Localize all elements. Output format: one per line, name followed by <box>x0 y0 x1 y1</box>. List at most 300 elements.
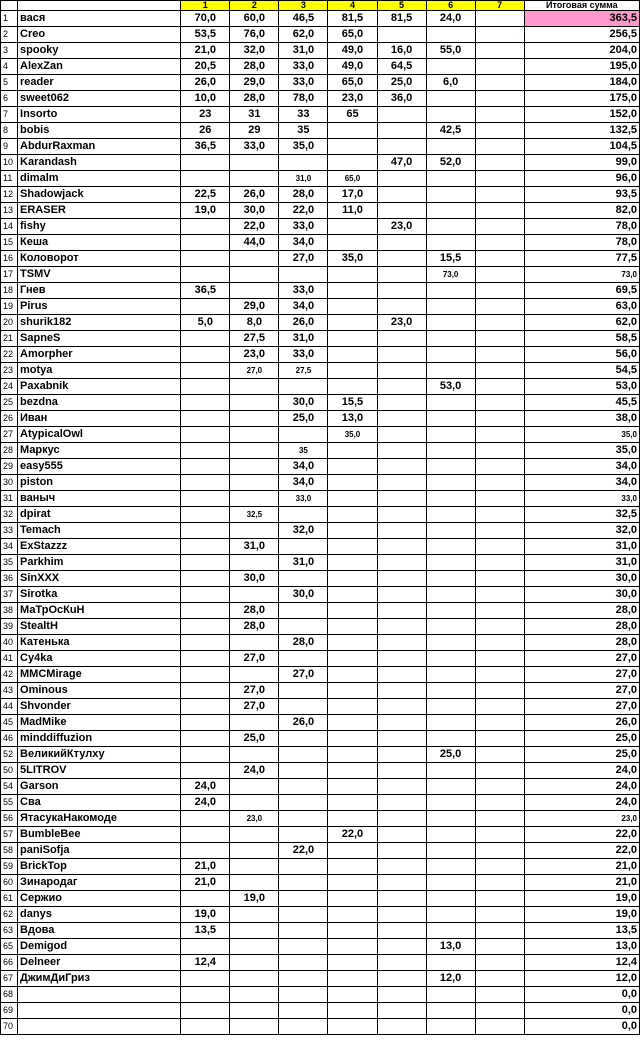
total-sum-cell[interactable]: 152,0 <box>524 107 639 123</box>
total-sum-cell[interactable]: 82,0 <box>524 203 639 219</box>
round-5-cell[interactable] <box>377 139 426 155</box>
round-6-cell[interactable] <box>426 331 475 347</box>
round-6-cell[interactable] <box>426 763 475 779</box>
round-3-cell[interactable] <box>279 1019 328 1035</box>
round-2-cell[interactable] <box>230 971 279 987</box>
round-7-cell[interactable] <box>475 859 524 875</box>
player-name-cell[interactable]: Temach <box>18 523 181 539</box>
round-1-cell[interactable] <box>181 427 230 443</box>
player-name-cell[interactable]: ваныч <box>18 491 181 507</box>
round-5-cell[interactable] <box>377 395 426 411</box>
round-6-cell[interactable] <box>426 1019 475 1035</box>
round-1-cell[interactable] <box>181 571 230 587</box>
round-5-cell[interactable] <box>377 267 426 283</box>
round-3-cell[interactable]: 33,0 <box>279 59 328 75</box>
round-2-cell[interactable] <box>230 667 279 683</box>
round-7-cell[interactable] <box>475 139 524 155</box>
header-round-6[interactable]: 6 <box>426 1 475 11</box>
row-number-cell[interactable]: 17 <box>1 267 18 283</box>
total-sum-cell[interactable]: 256,5 <box>524 27 639 43</box>
round-1-cell[interactable] <box>181 1019 230 1035</box>
round-4-cell[interactable] <box>328 747 377 763</box>
row-number-cell[interactable]: 29 <box>1 459 18 475</box>
player-name-cell[interactable]: Катенька <box>18 635 181 651</box>
row-number-cell[interactable]: 12 <box>1 187 18 203</box>
row-number-cell[interactable]: 5 <box>1 75 18 91</box>
total-sum-cell[interactable]: 24,0 <box>524 763 639 779</box>
round-2-cell[interactable] <box>230 939 279 955</box>
round-4-cell[interactable]: 65,0 <box>328 27 377 43</box>
round-1-cell[interactable] <box>181 299 230 315</box>
round-3-cell[interactable] <box>279 379 328 395</box>
round-3-cell[interactable]: 33 <box>279 107 328 123</box>
row-number-cell[interactable]: 9 <box>1 139 18 155</box>
round-6-cell[interactable] <box>426 859 475 875</box>
round-1-cell[interactable]: 24,0 <box>181 795 230 811</box>
round-4-cell[interactable] <box>328 587 377 603</box>
round-2-cell[interactable]: 27,0 <box>230 363 279 379</box>
round-4-cell[interactable] <box>328 1003 377 1019</box>
row-number-cell[interactable]: 24 <box>1 379 18 395</box>
player-name-cell[interactable]: MMCMirage <box>18 667 181 683</box>
round-4-cell[interactable] <box>328 1019 377 1035</box>
round-1-cell[interactable]: 20,5 <box>181 59 230 75</box>
round-7-cell[interactable] <box>475 171 524 187</box>
round-4-cell[interactable] <box>328 315 377 331</box>
round-2-cell[interactable]: 28,0 <box>230 91 279 107</box>
total-sum-cell[interactable]: 73,0 <box>524 267 639 283</box>
round-5-cell[interactable] <box>377 987 426 1003</box>
round-1-cell[interactable]: 36,5 <box>181 139 230 155</box>
round-6-cell[interactable]: 55,0 <box>426 43 475 59</box>
round-4-cell[interactable] <box>328 523 377 539</box>
row-number-cell[interactable]: 30 <box>1 475 18 491</box>
round-2-cell[interactable]: 28,0 <box>230 59 279 75</box>
round-3-cell[interactable]: 34,0 <box>279 475 328 491</box>
round-2-cell[interactable] <box>230 923 279 939</box>
round-6-cell[interactable] <box>426 795 475 811</box>
round-4-cell[interactable]: 49,0 <box>328 59 377 75</box>
round-5-cell[interactable] <box>377 795 426 811</box>
round-2-cell[interactable]: 25,0 <box>230 731 279 747</box>
round-4-cell[interactable] <box>328 603 377 619</box>
player-name-cell[interactable]: Вдова <box>18 923 181 939</box>
total-sum-cell[interactable]: 38,0 <box>524 411 639 427</box>
round-7-cell[interactable] <box>475 715 524 731</box>
round-6-cell[interactable] <box>426 843 475 859</box>
round-6-cell[interactable] <box>426 219 475 235</box>
round-2-cell[interactable]: 26,0 <box>230 187 279 203</box>
round-1-cell[interactable]: 19,0 <box>181 907 230 923</box>
round-1-cell[interactable] <box>181 523 230 539</box>
round-3-cell[interactable] <box>279 571 328 587</box>
player-name-cell[interactable]: BumbleBee <box>18 827 181 843</box>
player-name-cell[interactable]: ДжимДиГриз <box>18 971 181 987</box>
round-2-cell[interactable]: 31,0 <box>230 539 279 555</box>
round-5-cell[interactable]: 25,0 <box>377 75 426 91</box>
round-6-cell[interactable] <box>426 955 475 971</box>
round-3-cell[interactable]: 33,0 <box>279 283 328 299</box>
round-2-cell[interactable]: 24,0 <box>230 763 279 779</box>
round-7-cell[interactable] <box>475 427 524 443</box>
round-7-cell[interactable] <box>475 651 524 667</box>
player-name-cell[interactable]: Insorto <box>18 107 181 123</box>
row-number-cell[interactable]: 46 <box>1 731 18 747</box>
round-3-cell[interactable] <box>279 155 328 171</box>
round-1-cell[interactable]: 21,0 <box>181 43 230 59</box>
round-7-cell[interactable] <box>475 875 524 891</box>
round-5-cell[interactable] <box>377 171 426 187</box>
round-6-cell[interactable] <box>426 59 475 75</box>
round-2-cell[interactable] <box>230 411 279 427</box>
row-number-cell[interactable]: 60 <box>1 875 18 891</box>
round-6-cell[interactable] <box>426 555 475 571</box>
round-1-cell[interactable] <box>181 219 230 235</box>
round-4-cell[interactable] <box>328 987 377 1003</box>
header-round-1[interactable]: 1 <box>181 1 230 11</box>
round-3-cell[interactable]: 35 <box>279 123 328 139</box>
round-7-cell[interactable] <box>475 907 524 923</box>
player-name-cell[interactable]: Creo <box>18 27 181 43</box>
round-3-cell[interactable]: 35,0 <box>279 139 328 155</box>
row-number-cell[interactable]: 6 <box>1 91 18 107</box>
player-name-cell[interactable]: Karandash <box>18 155 181 171</box>
round-6-cell[interactable] <box>426 539 475 555</box>
row-number-cell[interactable]: 28 <box>1 443 18 459</box>
round-4-cell[interactable]: 49,0 <box>328 43 377 59</box>
player-name-cell[interactable]: Ominous <box>18 683 181 699</box>
round-6-cell[interactable] <box>426 411 475 427</box>
round-7-cell[interactable] <box>475 571 524 587</box>
round-5-cell[interactable] <box>377 779 426 795</box>
round-4-cell[interactable] <box>328 555 377 571</box>
round-6-cell[interactable] <box>426 27 475 43</box>
round-1-cell[interactable] <box>181 555 230 571</box>
total-sum-cell[interactable]: 69,5 <box>524 283 639 299</box>
round-1-cell[interactable]: 24,0 <box>181 779 230 795</box>
round-2-cell[interactable] <box>230 875 279 891</box>
row-number-cell[interactable]: 16 <box>1 251 18 267</box>
round-1-cell[interactable] <box>181 811 230 827</box>
round-6-cell[interactable] <box>426 891 475 907</box>
row-number-cell[interactable]: 36 <box>1 571 18 587</box>
round-4-cell[interactable] <box>328 475 377 491</box>
round-6-cell[interactable] <box>426 619 475 635</box>
round-5-cell[interactable] <box>377 667 426 683</box>
round-1-cell[interactable] <box>181 539 230 555</box>
round-1-cell[interactable]: 19,0 <box>181 203 230 219</box>
round-5-cell[interactable] <box>377 923 426 939</box>
round-7-cell[interactable] <box>475 731 524 747</box>
round-5-cell[interactable] <box>377 123 426 139</box>
total-sum-cell[interactable]: 31,0 <box>524 539 639 555</box>
round-6-cell[interactable]: 24,0 <box>426 11 475 27</box>
row-number-cell[interactable]: 21 <box>1 331 18 347</box>
round-5-cell[interactable] <box>377 619 426 635</box>
row-number-cell[interactable]: 65 <box>1 939 18 955</box>
round-7-cell[interactable] <box>475 187 524 203</box>
round-5-cell[interactable] <box>377 555 426 571</box>
round-4-cell[interactable] <box>328 955 377 971</box>
round-2-cell[interactable] <box>230 171 279 187</box>
round-6-cell[interactable]: 42,5 <box>426 123 475 139</box>
total-sum-cell[interactable]: 23,0 <box>524 811 639 827</box>
round-3-cell[interactable]: 33,0 <box>279 347 328 363</box>
total-sum-cell[interactable]: 53,0 <box>524 379 639 395</box>
round-7-cell[interactable] <box>475 395 524 411</box>
header-corner-cell[interactable] <box>1 1 18 11</box>
round-5-cell[interactable] <box>377 347 426 363</box>
total-sum-cell[interactable]: 56,0 <box>524 347 639 363</box>
round-7-cell[interactable] <box>475 987 524 1003</box>
round-5-cell[interactable] <box>377 955 426 971</box>
round-3-cell[interactable]: 35 <box>279 443 328 459</box>
player-name-cell[interactable]: TSMV <box>18 267 181 283</box>
round-5-cell[interactable] <box>377 875 426 891</box>
round-6-cell[interactable] <box>426 827 475 843</box>
round-2-cell[interactable] <box>230 491 279 507</box>
round-6-cell[interactable] <box>426 459 475 475</box>
row-number-cell[interactable]: 31 <box>1 491 18 507</box>
row-number-cell[interactable]: 3 <box>1 43 18 59</box>
round-6-cell[interactable] <box>426 875 475 891</box>
round-6-cell[interactable] <box>426 987 475 1003</box>
round-3-cell[interactable]: 25,0 <box>279 411 328 427</box>
player-name-cell[interactable]: вася <box>18 11 181 27</box>
round-2-cell[interactable]: 23,0 <box>230 811 279 827</box>
round-6-cell[interactable] <box>426 139 475 155</box>
row-number-cell[interactable]: 34 <box>1 539 18 555</box>
round-2-cell[interactable]: 29,0 <box>230 299 279 315</box>
row-number-cell[interactable]: 8 <box>1 123 18 139</box>
total-sum-cell[interactable]: 28,0 <box>524 619 639 635</box>
total-sum-cell[interactable]: 77,5 <box>524 251 639 267</box>
row-number-cell[interactable]: 35 <box>1 555 18 571</box>
total-sum-cell[interactable]: 63,0 <box>524 299 639 315</box>
header-round-5[interactable]: 5 <box>377 1 426 11</box>
round-5-cell[interactable]: 23,0 <box>377 219 426 235</box>
round-6-cell[interactable] <box>426 811 475 827</box>
round-7-cell[interactable] <box>475 59 524 75</box>
round-2-cell[interactable] <box>230 779 279 795</box>
round-7-cell[interactable] <box>475 955 524 971</box>
round-5-cell[interactable] <box>377 763 426 779</box>
player-name-cell[interactable] <box>18 1019 181 1035</box>
round-1-cell[interactable] <box>181 971 230 987</box>
round-3-cell[interactable] <box>279 651 328 667</box>
round-7-cell[interactable] <box>475 667 524 683</box>
round-3-cell[interactable]: 22,0 <box>279 843 328 859</box>
total-sum-cell[interactable]: 21,0 <box>524 875 639 891</box>
round-2-cell[interactable] <box>230 827 279 843</box>
round-1-cell[interactable] <box>181 443 230 459</box>
total-sum-cell[interactable]: 30,0 <box>524 571 639 587</box>
player-name-cell[interactable]: ExStazzz <box>18 539 181 555</box>
round-5-cell[interactable] <box>377 523 426 539</box>
round-6-cell[interactable] <box>426 731 475 747</box>
total-sum-cell[interactable]: 0,0 <box>524 1003 639 1019</box>
round-3-cell[interactable] <box>279 907 328 923</box>
round-4-cell[interactable] <box>328 859 377 875</box>
total-sum-cell[interactable]: 54,5 <box>524 363 639 379</box>
round-1-cell[interactable] <box>181 235 230 251</box>
round-2-cell[interactable]: 28,0 <box>230 619 279 635</box>
round-4-cell[interactable] <box>328 907 377 923</box>
round-1-cell[interactable] <box>181 763 230 779</box>
round-7-cell[interactable] <box>475 443 524 459</box>
round-7-cell[interactable] <box>475 459 524 475</box>
round-5-cell[interactable] <box>377 331 426 347</box>
round-3-cell[interactable] <box>279 731 328 747</box>
round-1-cell[interactable] <box>181 939 230 955</box>
round-7-cell[interactable] <box>475 779 524 795</box>
total-sum-cell[interactable]: 28,0 <box>524 603 639 619</box>
round-2-cell[interactable]: 32,0 <box>230 43 279 59</box>
total-sum-cell[interactable]: 363,5 <box>524 11 639 27</box>
round-2-cell[interactable] <box>230 395 279 411</box>
round-3-cell[interactable] <box>279 939 328 955</box>
round-3-cell[interactable]: 62,0 <box>279 27 328 43</box>
player-name-cell[interactable]: ЯтасукаНакомоде <box>18 811 181 827</box>
round-1-cell[interactable] <box>181 459 230 475</box>
round-1-cell[interactable] <box>181 331 230 347</box>
round-5-cell[interactable] <box>377 107 426 123</box>
round-2-cell[interactable] <box>230 715 279 731</box>
round-4-cell[interactable]: 13,0 <box>328 411 377 427</box>
round-3-cell[interactable]: 46,5 <box>279 11 328 27</box>
round-6-cell[interactable] <box>426 635 475 651</box>
player-name-cell[interactable]: Зинародаг <box>18 875 181 891</box>
player-name-cell[interactable]: bobis <box>18 123 181 139</box>
round-5-cell[interactable] <box>377 971 426 987</box>
round-3-cell[interactable]: 31,0 <box>279 331 328 347</box>
player-name-cell[interactable]: AtypicalOwl <box>18 427 181 443</box>
round-6-cell[interactable] <box>426 315 475 331</box>
player-name-cell[interactable]: dpirat <box>18 507 181 523</box>
round-6-cell[interactable] <box>426 187 475 203</box>
total-sum-cell[interactable]: 34,0 <box>524 459 639 475</box>
row-number-cell[interactable]: 66 <box>1 955 18 971</box>
player-name-cell[interactable]: Сва <box>18 795 181 811</box>
round-7-cell[interactable] <box>475 411 524 427</box>
round-3-cell[interactable] <box>279 507 328 523</box>
player-name-cell[interactable]: reader <box>18 75 181 91</box>
round-7-cell[interactable] <box>475 475 524 491</box>
player-name-cell[interactable]: Коловорот <box>18 251 181 267</box>
round-5-cell[interactable] <box>377 443 426 459</box>
round-3-cell[interactable] <box>279 267 328 283</box>
round-7-cell[interactable] <box>475 43 524 59</box>
total-sum-cell[interactable]: 13,5 <box>524 923 639 939</box>
round-3-cell[interactable] <box>279 683 328 699</box>
round-7-cell[interactable] <box>475 299 524 315</box>
round-6-cell[interactable]: 73,0 <box>426 267 475 283</box>
round-1-cell[interactable]: 5,0 <box>181 315 230 331</box>
round-4-cell[interactable]: 15,5 <box>328 395 377 411</box>
total-sum-cell[interactable]: 26,0 <box>524 715 639 731</box>
round-6-cell[interactable]: 12,0 <box>426 971 475 987</box>
round-5-cell[interactable]: 81,5 <box>377 11 426 27</box>
round-5-cell[interactable] <box>377 811 426 827</box>
round-5-cell[interactable] <box>377 827 426 843</box>
header-total[interactable]: Итоговая сумма <box>524 1 639 11</box>
round-3-cell[interactable]: 31,0 <box>279 171 328 187</box>
total-sum-cell[interactable]: 78,0 <box>524 219 639 235</box>
player-name-cell[interactable]: Cy4ka <box>18 651 181 667</box>
row-number-cell[interactable]: 18 <box>1 283 18 299</box>
row-number-cell[interactable]: 11 <box>1 171 18 187</box>
round-6-cell[interactable] <box>426 235 475 251</box>
round-6-cell[interactable] <box>426 587 475 603</box>
round-4-cell[interactable] <box>328 683 377 699</box>
player-name-cell[interactable]: SapneS <box>18 331 181 347</box>
round-2-cell[interactable] <box>230 907 279 923</box>
round-1-cell[interactable] <box>181 347 230 363</box>
round-4-cell[interactable] <box>328 507 377 523</box>
round-1-cell[interactable] <box>181 1003 230 1019</box>
round-7-cell[interactable] <box>475 939 524 955</box>
round-3-cell[interactable] <box>279 795 328 811</box>
round-1-cell[interactable] <box>181 411 230 427</box>
row-number-cell[interactable]: 33 <box>1 523 18 539</box>
round-1-cell[interactable]: 70,0 <box>181 11 230 27</box>
round-3-cell[interactable] <box>279 811 328 827</box>
round-7-cell[interactable] <box>475 107 524 123</box>
row-number-cell[interactable]: 2 <box>1 27 18 43</box>
row-number-cell[interactable]: 62 <box>1 907 18 923</box>
player-name-cell[interactable]: paniSofja <box>18 843 181 859</box>
player-name-cell[interactable]: MadMike <box>18 715 181 731</box>
row-number-cell[interactable]: 14 <box>1 219 18 235</box>
round-4-cell[interactable]: 65,0 <box>328 171 377 187</box>
total-sum-cell[interactable]: 21,0 <box>524 859 639 875</box>
total-sum-cell[interactable]: 34,0 <box>524 475 639 491</box>
round-6-cell[interactable]: 13,0 <box>426 939 475 955</box>
round-5-cell[interactable] <box>377 411 426 427</box>
row-number-cell[interactable]: 70 <box>1 1019 18 1035</box>
round-4-cell[interactable]: 81,5 <box>328 11 377 27</box>
round-1-cell[interactable] <box>181 891 230 907</box>
round-4-cell[interactable] <box>328 699 377 715</box>
round-1-cell[interactable] <box>181 587 230 603</box>
round-5-cell[interactable]: 47,0 <box>377 155 426 171</box>
round-3-cell[interactable]: 30,0 <box>279 395 328 411</box>
row-number-cell[interactable]: 22 <box>1 347 18 363</box>
round-3-cell[interactable] <box>279 955 328 971</box>
round-3-cell[interactable] <box>279 603 328 619</box>
round-6-cell[interactable] <box>426 683 475 699</box>
round-7-cell[interactable] <box>475 235 524 251</box>
player-name-cell[interactable] <box>18 1003 181 1019</box>
round-5-cell[interactable] <box>377 283 426 299</box>
round-7-cell[interactable] <box>475 699 524 715</box>
round-3-cell[interactable]: 28,0 <box>279 635 328 651</box>
round-5-cell[interactable] <box>377 747 426 763</box>
total-sum-cell[interactable]: 32,0 <box>524 523 639 539</box>
round-2-cell[interactable] <box>230 587 279 603</box>
round-7-cell[interactable] <box>475 267 524 283</box>
round-1-cell[interactable] <box>181 507 230 523</box>
row-number-cell[interactable]: 69 <box>1 1003 18 1019</box>
round-3-cell[interactable]: 78,0 <box>279 91 328 107</box>
round-4-cell[interactable]: 35,0 <box>328 251 377 267</box>
round-3-cell[interactable]: 27,5 <box>279 363 328 379</box>
round-2-cell[interactable]: 22,0 <box>230 219 279 235</box>
row-number-cell[interactable]: 55 <box>1 795 18 811</box>
round-2-cell[interactable] <box>230 155 279 171</box>
round-3-cell[interactable] <box>279 875 328 891</box>
round-2-cell[interactable] <box>230 267 279 283</box>
